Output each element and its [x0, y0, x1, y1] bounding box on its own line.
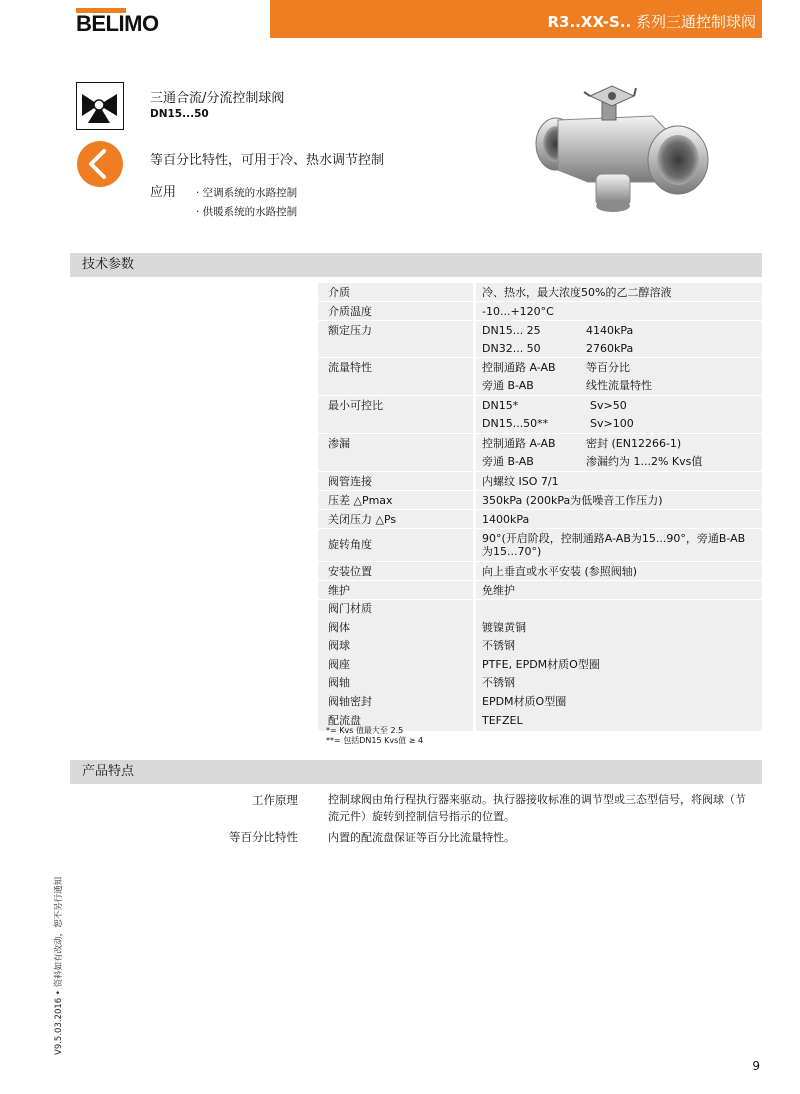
material-value: 镀镍黄铜 — [482, 620, 526, 634]
spec-value: 90°(开启阶段，控制通路A-AB为15...90°，旁通B-AB为15...70°) — [476, 529, 762, 561]
material-value: PTFE, EPDM材质O型圈 — [482, 657, 600, 671]
section-bar-features — [70, 760, 762, 784]
spec-subrow — [482, 435, 762, 453]
page-title — [548, 11, 757, 32]
spec-label: 流量特性 — [318, 358, 473, 395]
spec-subrow-key: DN15* — [482, 399, 519, 412]
application-item: · 供暖系统的水路控制 — [196, 206, 298, 218]
spec-label: 阀管连接 — [318, 472, 473, 490]
product-name: 三通合流/分流控制球阀 — [150, 91, 285, 106]
spec-subrow — [482, 377, 762, 395]
spec-label: 关闭压力 △Ps — [318, 510, 473, 528]
material-label: 阀座 — [328, 657, 350, 671]
material-label: 配流盘 — [328, 713, 361, 727]
spec-value: 向上垂直或水平安装 (参照阀轴) — [476, 562, 762, 580]
spec-label: 旋转角度 — [318, 529, 473, 561]
product-dn-range: DN15...50 — [150, 108, 209, 120]
spec-subrow-value: 4140kPa — [586, 324, 634, 337]
equal-percentage-icon — [76, 140, 124, 188]
material-label: 阀轴 — [328, 676, 350, 690]
spec-subrow-key: 旁通 B-AB — [482, 455, 534, 468]
table-row — [318, 562, 762, 581]
product-characteristic: 等百分比特性，可用于冷、热水调节控制 — [150, 153, 385, 168]
spec-value: 冷、热水，最大浓度50%的乙二醇溶液 — [476, 283, 762, 301]
table-row — [318, 358, 762, 396]
table-row — [318, 321, 762, 358]
spec-subrow — [482, 322, 762, 340]
material-spacer — [482, 600, 762, 619]
table-row — [318, 434, 762, 472]
spec-value — [476, 434, 762, 471]
spec-value: 1400kPa — [476, 510, 762, 528]
spec-subrow-value: 2760kPa — [586, 342, 634, 355]
spec-value: 免维护 — [476, 581, 762, 599]
footnote: **= 包括DN15 Kvs值 ≥ 4 — [326, 736, 424, 745]
series-code: R3..XX-S.. — [547, 13, 632, 31]
spec-value — [476, 321, 762, 357]
spec-subrow-value: Sv>100 — [590, 417, 634, 430]
table-row — [318, 491, 762, 510]
spec-subrow — [482, 415, 762, 433]
spec-subrow-value: 密封 (EN12266-1) — [586, 437, 682, 450]
spec-subrow-value: 等百分比 — [586, 361, 630, 374]
table-row-materials — [318, 600, 762, 732]
material-value: EPDM材质O型圈 — [482, 694, 567, 708]
material-value: 不锈钢 — [482, 639, 515, 653]
valve-product-image — [528, 82, 728, 217]
materials-heading: 阀门材质 — [328, 602, 372, 615]
application-item: · 空调系统的水路控制 — [196, 187, 298, 199]
material-label: 阀球 — [328, 639, 350, 653]
table-row — [318, 510, 762, 529]
material-value: TEFZEL — [482, 713, 523, 727]
section-title-tech: 技术参数 — [82, 257, 135, 272]
spec-subrow-key: 控制通路 A-AB — [482, 361, 556, 374]
spec-label: 最小可控比 — [318, 396, 473, 433]
spec-value — [476, 358, 762, 395]
three-way-valve-icon — [76, 82, 124, 130]
table-row — [318, 302, 762, 321]
brand-logo: BELIMO — [76, 11, 159, 36]
feature-text: 内置的配流盘保证等百分比流量特性。 — [328, 831, 515, 844]
series-name: 系列三通控制球阀 — [631, 13, 756, 31]
spec-subrow-value: Sv>50 — [590, 399, 627, 412]
spec-label: 介质 — [318, 283, 473, 301]
spec-table — [318, 283, 762, 732]
spec-label: 压差 △Pmax — [318, 491, 473, 509]
spec-subrow — [482, 359, 762, 377]
feature-label: 工作原理 — [252, 793, 298, 807]
application-label: 应用 — [150, 185, 177, 200]
spec-value: -10...+120°C — [476, 302, 762, 320]
footnote: *= Kvs 值最大至 2.5 — [326, 726, 404, 735]
spec-label: 渗漏 — [318, 434, 473, 471]
spec-value: 内螺纹 ISO 7/1 — [476, 472, 762, 490]
spec-label: 介质温度 — [318, 302, 473, 320]
spec-label: 额定压力 — [318, 321, 473, 357]
spec-value: 350kPa (200kPa为低噪音工作压力) — [476, 491, 762, 509]
spec-value-group — [476, 600, 762, 731]
material-label: 阀轴密封 — [328, 694, 372, 708]
spec-subrow — [482, 453, 762, 471]
feature-label: 等百分比特性 — [229, 830, 298, 844]
table-row — [318, 472, 762, 491]
material-label: 阀体 — [328, 620, 350, 634]
table-row — [318, 283, 762, 302]
section-bar-tech — [70, 253, 762, 277]
material-value: 不锈钢 — [482, 676, 515, 690]
spec-label-group — [318, 600, 473, 731]
spec-subrow-key: 控制通路 A-AB — [482, 437, 556, 450]
feature-text: 控制球阀由角行程执行器来驱动。执行器接收标准的调节型或三态型信号，将阀球（节流元件）旋转到控制信号指示的位置。 — [328, 793, 746, 823]
spec-subrow-key: DN15...50** — [482, 417, 549, 430]
spec-subrow — [482, 397, 762, 415]
spec-subrow — [482, 340, 762, 358]
spec-label: 维护 — [318, 581, 473, 599]
spec-subrow-key: DN32... 50 — [482, 342, 541, 355]
spec-subrow-value: 渗漏约为 1...2% Kvs值 — [586, 455, 703, 468]
spec-subrow-key: 旁通 B-AB — [482, 379, 534, 392]
table-row — [318, 396, 762, 434]
spec-label: 安装位置 — [318, 562, 473, 580]
page-number: 9 — [752, 1059, 760, 1073]
spec-value — [476, 396, 762, 433]
section-title-features: 产品特点 — [82, 764, 135, 779]
spec-subrow-key: DN15... 25 — [482, 324, 541, 337]
spec-subrow-value: 线性流量特性 — [586, 379, 652, 392]
table-row — [318, 529, 762, 562]
side-note: V9.5.03.2016 • 资料如有改动，恕不另行通知 — [54, 876, 64, 1055]
table-row — [318, 581, 762, 600]
